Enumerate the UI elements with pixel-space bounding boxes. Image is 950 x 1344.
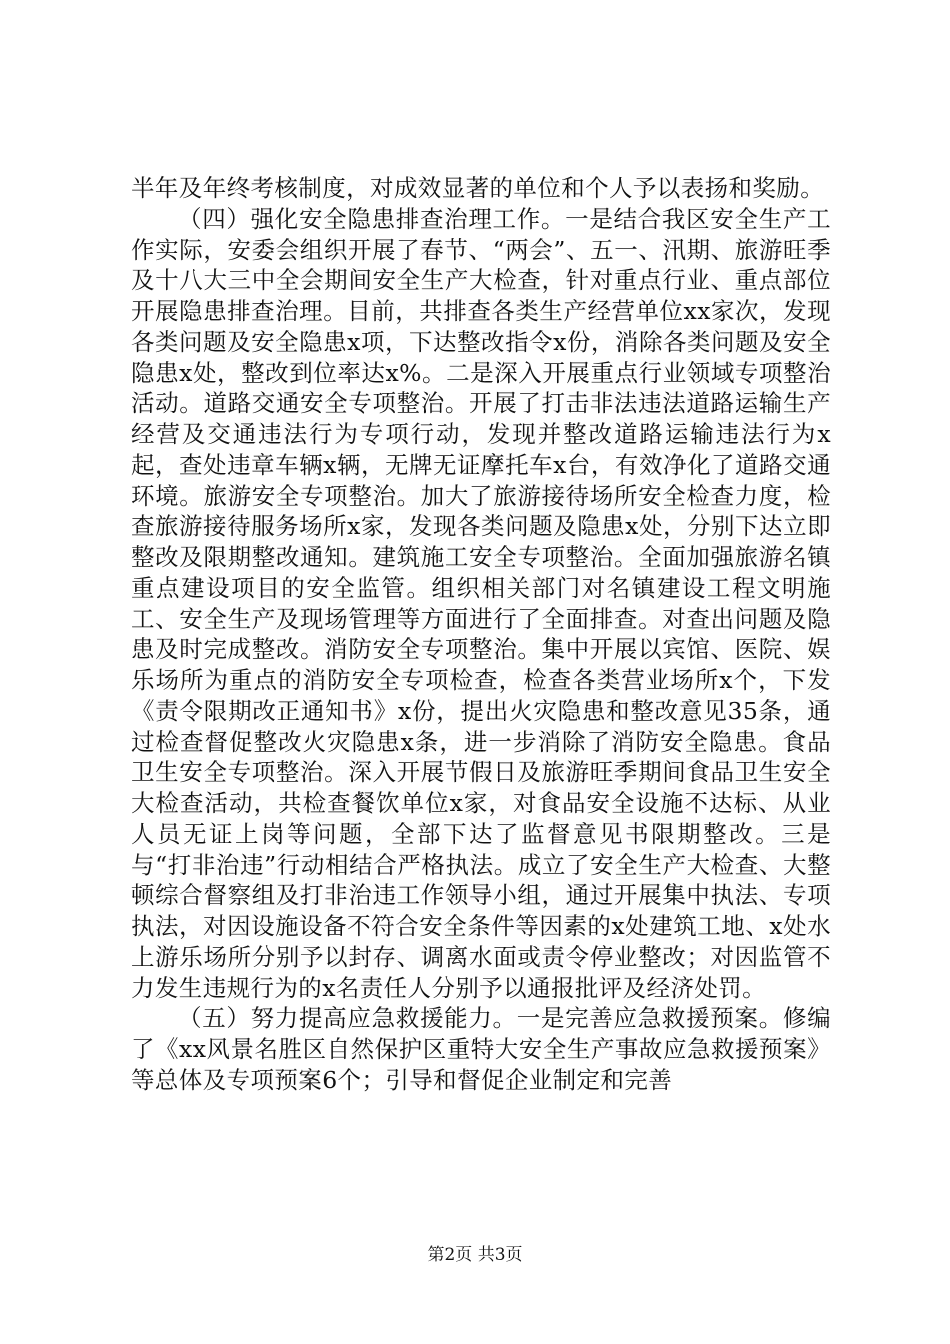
page-number: 第2页 共3页	[427, 1245, 523, 1265]
page-footer	[0, 1245, 950, 1265]
paragraph-continuation: 半年及年终考核制度，对成效显著的单位和个人予以表扬和奖励。	[131, 174, 825, 202]
paragraph-hazard-inspection: （四）强化安全隐患排查治理工作。一是结合我区安全生产工作实际，安委会组织开展了春节、“两会”、五一、汛期、旅游旺季及十八大三中全会期间安全生产大检查，针对重点行业、重点部位开展隐患排查治理。目前，共排查各类生产经营单位xx家次，发现各类问题及安全隐患x项，下达整改指令x份，消除各类问题及安全隐患x处，整改到位率达x%。二是深入开展重点行业领域专项整治活动。道路交通安全专项整治。开展了打击非法违法道路运输生产经营及交通违法行为专项行动，发现并整改道路运输违法行为x起，查处违章车辆x辆，无牌无证摩托车x台，有效净化了道路交通环境。旅游安全专项整治。加大了旅游接待场所安全检查力度，检查旅游接待服务场所x家，发现各类问题及隐患x处，分别下达立即整改及限期整改通知。建筑施工安全专项整治。全面加强旅游名镇重点建设项目的安全监管。组织相关部门对名镇建设工程文明施工、安全生产及现场管理等方面进行了全面排查。对查出问题及隐患及时完成整改。消防安全专项整治。集中开展以宾馆、医院、娱乐场所为重点的消防安全专项检查，检查各类营业场所x个，下发《责令限期改正通知书》x份，提出火灾隐患和整改意见35条，通过检查督促整改火灾隐患x条，进一步消除了消防安全隐患。食品卫生安全专项整治。深入开展节假日及旅游旺季期间食品卫生安全大检查活动，共检查餐饮单位x家，对食品安全设施不达标、从业人员无证上岗等问题，全部下达了监督意见书限期整改。三是与“打非治违”行动相结合严格执法。成立了安全生产大检查、大整顿综合督察组及打非治违工作领导小组，通过开展集中执法、专项执法，对因设施设备不符合安全条件等因素的x处建筑工地、x处水上游乐场所分别予以封存、调离水面或责令停业整改；对因监管不力发生违规行为的x名责任人分别予以通报批评及经济处罚。	[131, 204, 831, 1002]
paragraph-emergency-rescue: （五）努力提高应急救援能力。一是完善应急救援预案。修编了《xx风景名胜区自然保护区重特大安全生产事故应急救援预案》等总体及专项预案6个；引导和督促企业制定和完善	[131, 1004, 831, 1094]
document-body	[131, 173, 831, 1096]
